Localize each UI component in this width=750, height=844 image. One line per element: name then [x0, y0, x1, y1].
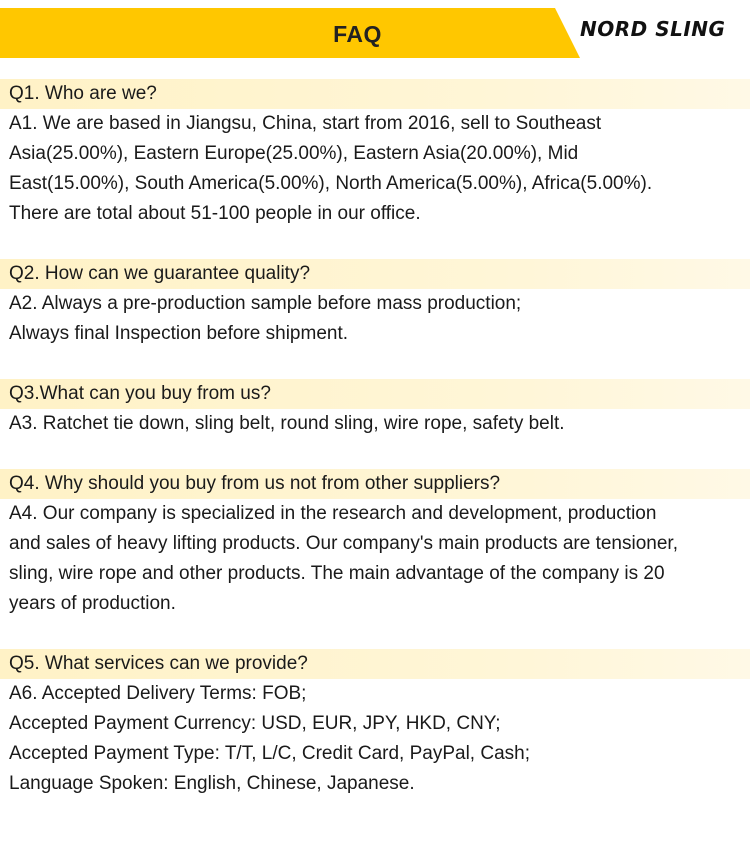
- answer-line: A2. Always a pre-production sample before mass production;: [9, 293, 522, 314]
- faq-question: Q4. Why should you buy from us not from other suppliers?: [0, 469, 750, 499]
- faq-item-1: [0, 79, 750, 229]
- faq-answer: [0, 409, 750, 439]
- answer-line: East(15.00%), South America(5.00%), North America(5.00%), Africa(5.00%).: [9, 173, 653, 194]
- faq-item-5: [0, 649, 750, 799]
- page-title: FAQ: [333, 21, 382, 47]
- answer-line: Always final Inspection before shipment.: [9, 323, 349, 344]
- faq-question: Q5. What services can we provide?: [0, 649, 750, 679]
- answer-line: A3. Ratchet tie down, sling belt, round sling, wire rope, safety belt.: [9, 413, 565, 434]
- brand-logo: NORD SLING: [580, 17, 726, 41]
- faq-answer: [0, 289, 750, 349]
- faq-answer: [0, 679, 750, 799]
- answer-line: years of production.: [9, 593, 176, 614]
- faq-item-2: [0, 259, 750, 349]
- faq-item-4: [0, 469, 750, 619]
- answer-line: Language Spoken: English, Chinese, Japanese.: [9, 773, 415, 794]
- faq-header: [0, 0, 750, 62]
- answer-line: There are total about 51-100 people in our office.: [9, 203, 421, 224]
- faq-question: Q2. How can we guarantee quality?: [0, 259, 750, 289]
- answer-line: Accepted Payment Currency: USD, EUR, JPY, HKD, CNY;: [9, 713, 501, 734]
- faq-answer: [0, 499, 750, 619]
- faq-list: [0, 79, 750, 829]
- faq-item-3: [0, 379, 750, 439]
- answer-line: Asia(25.00%), Eastern Europe(25.00%), Eastern Asia(20.00%), Mid: [9, 143, 579, 164]
- faq-question: Q1. Who are we?: [0, 79, 750, 109]
- answer-line: and sales of heavy lifting products. Our company's main products are tensioner,: [9, 533, 678, 554]
- faq-answer: [0, 109, 750, 229]
- answer-line: sling, wire rope and other products. The main advantage of the company is 20: [9, 563, 665, 584]
- answer-line: A4. Our company is specialized in the research and development, production: [9, 503, 657, 524]
- answer-line: A1. We are based in Jiangsu, China, start from 2016, sell to Southeast: [9, 113, 602, 134]
- answer-line: Accepted Payment Type: T/T, L/C, Credit Card, PayPal, Cash;: [9, 743, 530, 764]
- answer-line: A6. Accepted Delivery Terms: FOB;: [9, 683, 307, 704]
- faq-question: Q3.What can you buy from us?: [0, 379, 750, 409]
